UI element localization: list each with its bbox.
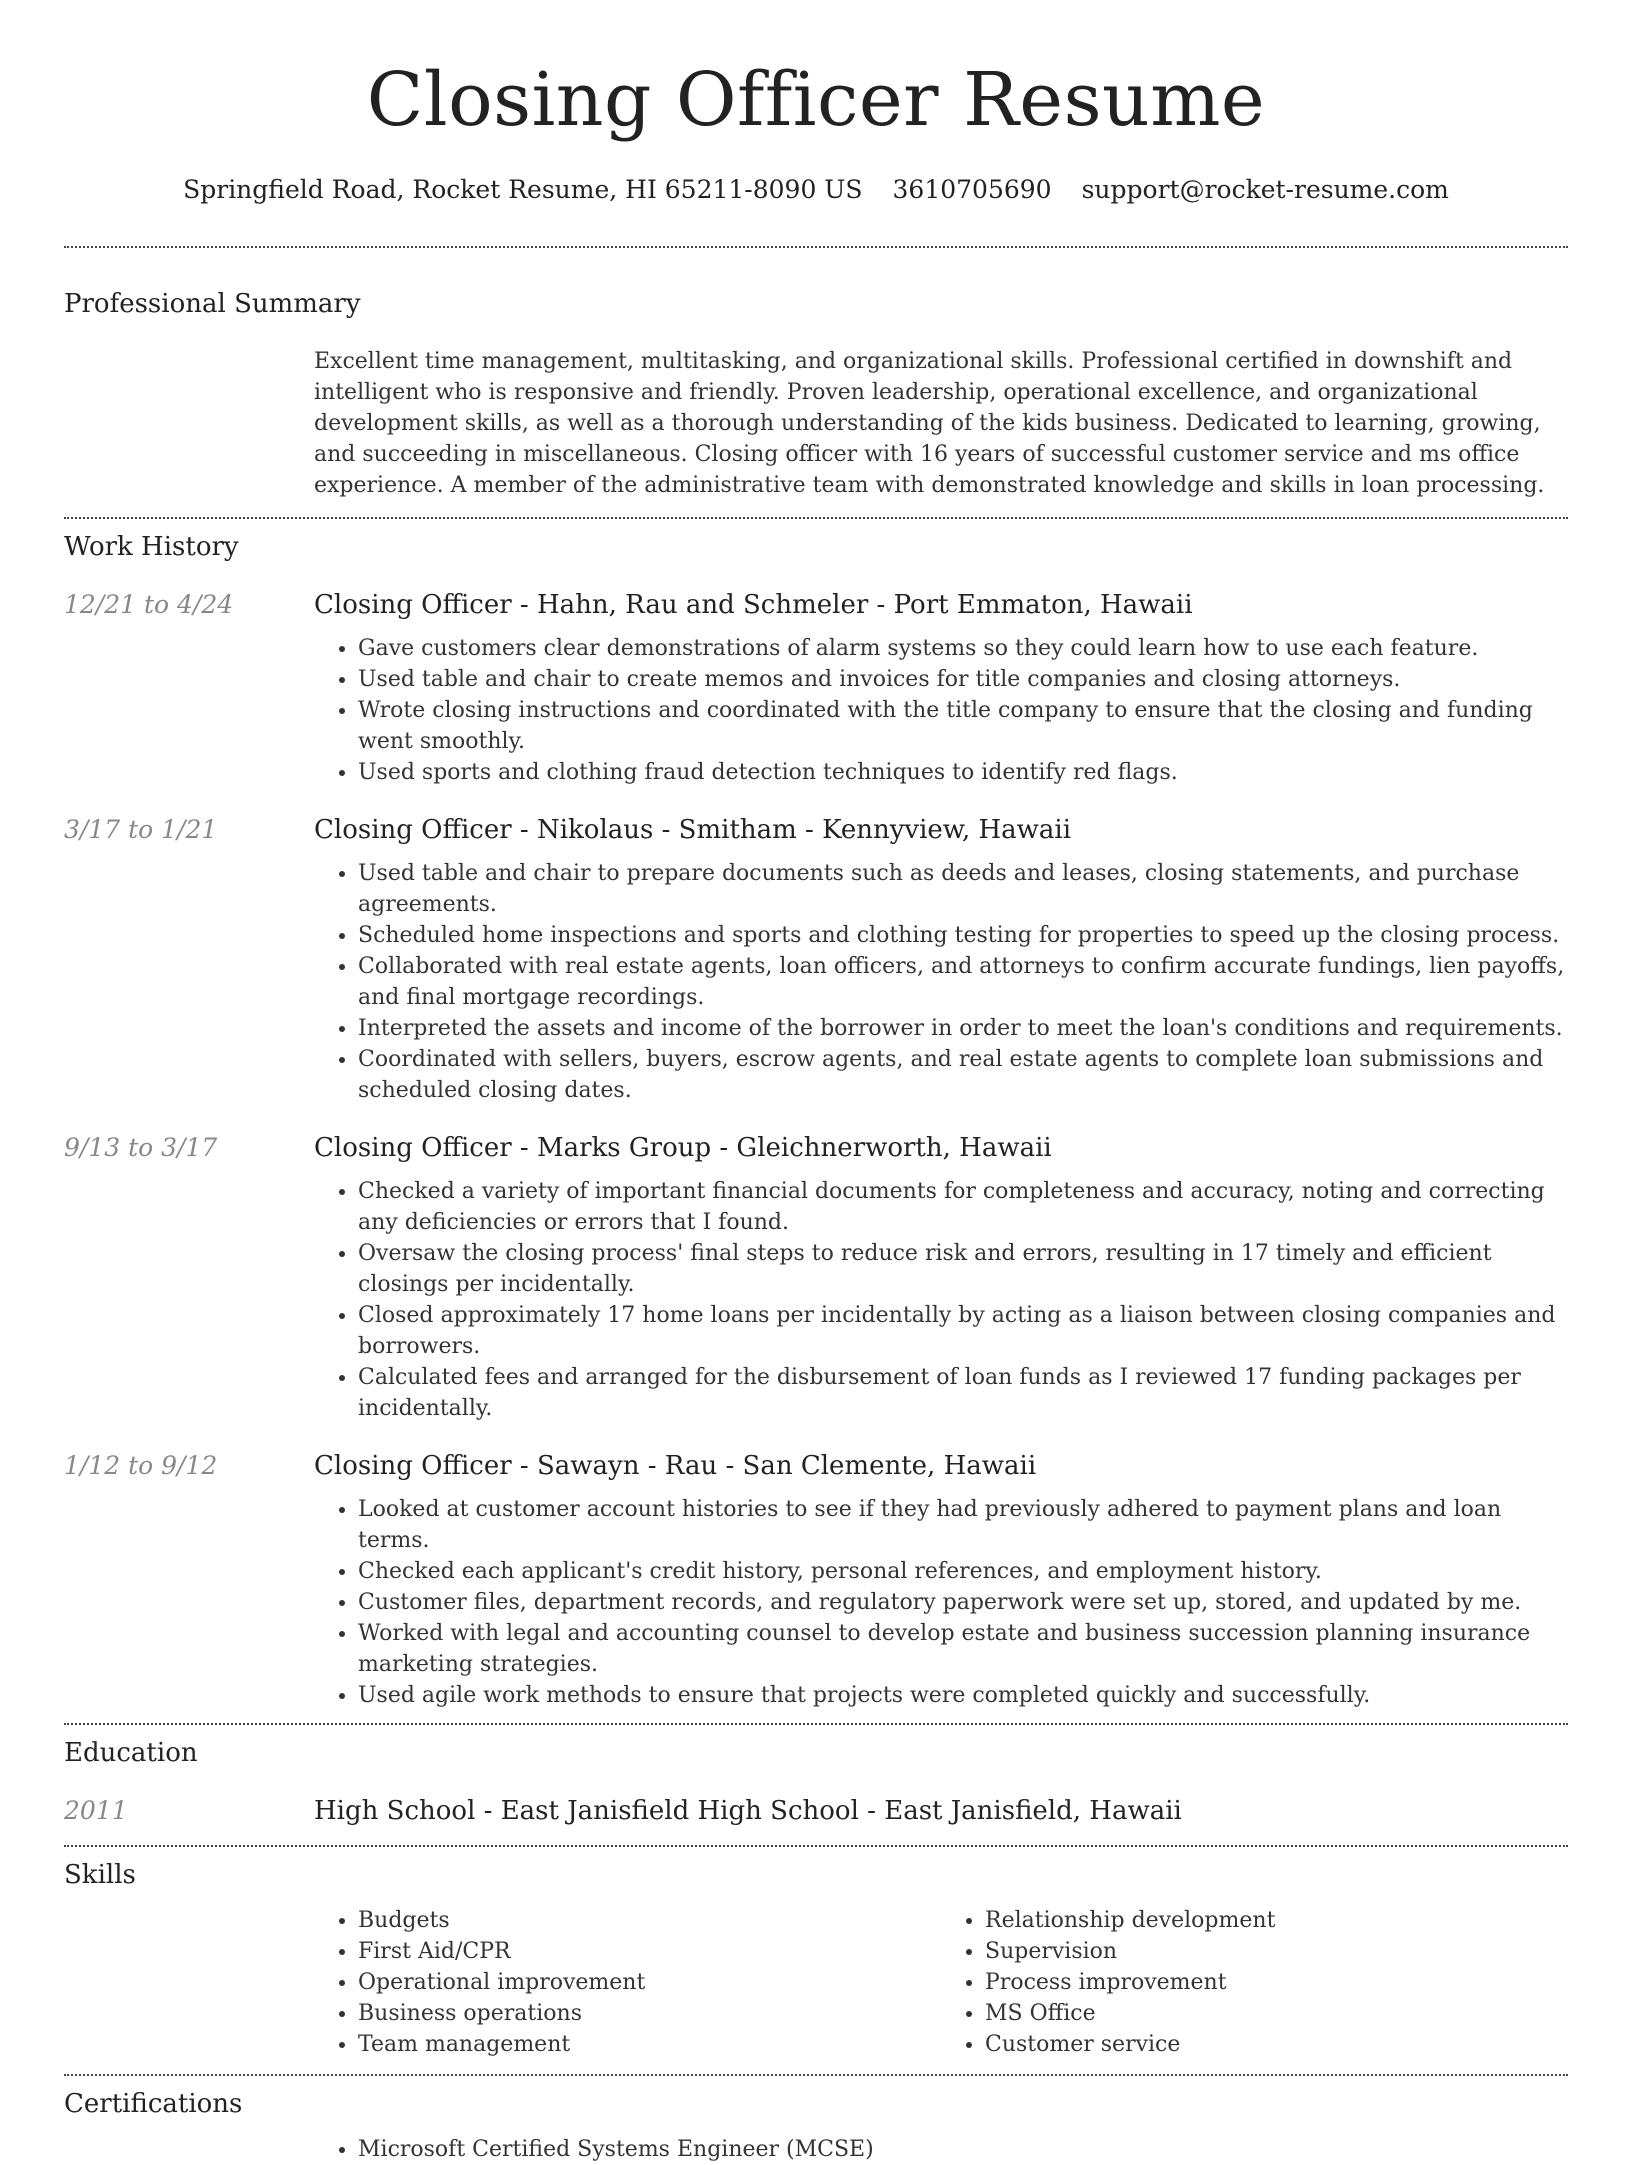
job-entry <box>64 1450 1568 1711</box>
list-item: • Interpreted the assets and income of the borrower in order to meet the loan's conditions and requirements. <box>358 1013 1568 1044</box>
list-item: • Used sports and clothing fraud detection techniques to identify red flags. <box>358 757 1568 788</box>
list-item: • Operational improvement <box>358 1967 941 1998</box>
divider <box>64 246 1568 248</box>
list-item: • MS Office <box>985 1998 1568 2029</box>
summary-text: Excellent time management, multitasking, and organizational skills. Professional certified in downshift and intelligent who is responsive and friendly. Proven leadership, operational excellence, and organizational development skills, as well as a thorough understanding of the kids business. Dedicated to learning, growing, and succeeding in miscellaneous. Closing officer with 16 years of successful customer service and ms office experience. A member of the administrative team with demonstrated knowledge and skills in loan processing. <box>314 349 1545 498</box>
list-item: • Checked a variety of important financial documents for completeness and accuracy, noting and correcting any deficiencies or errors that I found. <box>358 1176 1568 1238</box>
list-item: • Used agile work methods to ensure that projects were completed quickly and successfully. <box>358 1680 1568 1711</box>
list-item: • Budgets <box>358 1905 941 1936</box>
job-title: Closing Officer - Sawayn - Rau - San Clemente, Hawaii <box>314 1451 1037 1481</box>
list-item: • Calculated fees and arranged for the disbursement of loan funds as I reviewed 17 funding packages per incidentally. <box>358 1362 1568 1424</box>
job-bullets <box>314 1176 1568 1424</box>
contact-phone: 3610705690 <box>892 175 1052 204</box>
education-details: High School - East Janisfield High School - East Janisfield, Hawaii <box>314 1796 1182 1826</box>
list-item: • Team management <box>358 2029 941 2060</box>
skills-list-right <box>941 1905 1568 2060</box>
job-details <box>314 1450 1568 1711</box>
education-year: 2011 <box>64 1796 128 1825</box>
contact-email: support@rocket-resume.com <box>1081 175 1449 204</box>
section-certifications <box>64 2088 1568 2165</box>
list-item: • Supervision <box>985 1936 1568 1967</box>
list-item: • Microsoft Certified Systems Engineer (MCSE) <box>358 2134 1568 2165</box>
section-title-work: Work History <box>64 532 239 562</box>
section-title-skills: Skills <box>64 1860 136 1890</box>
list-item: • Relationship development <box>985 1905 1568 1936</box>
contact-line <box>64 174 1568 206</box>
job-details <box>314 814 1568 1106</box>
list-item: • First Aid/CPR <box>358 1936 941 1967</box>
job-bullets <box>314 858 1568 1106</box>
list-item: • Process improvement <box>985 1967 1568 1998</box>
job-bullets <box>314 1494 1568 1711</box>
section-work-history <box>64 531 1568 1723</box>
list-item: • Customer files, department records, and regulatory paperwork were set up, stored, and updated by me. <box>358 1587 1568 1618</box>
job-dates: 1/12 to 9/12 <box>64 1451 218 1480</box>
section-professional-summary <box>64 288 1568 517</box>
list-item: • Scheduled home inspections and sports and clothing testing for properties to speed up the closing process. <box>358 920 1568 951</box>
list-item: • Oversaw the closing process' final steps to reduce risk and errors, resulting in 17 timely and efficient closings per incidentally. <box>358 1238 1568 1300</box>
job-title: Closing Officer - Marks Group - Gleichnerworth, Hawaii <box>314 1133 1052 1163</box>
section-title-summary: Professional Summary <box>64 289 361 319</box>
job-dates: 12/21 to 4/24 <box>64 590 234 619</box>
job-entry <box>64 589 1568 788</box>
section-education <box>64 1737 1568 1845</box>
skills-list-left <box>314 1905 941 2060</box>
certifications-list <box>314 2134 1568 2165</box>
job-dates: 9/13 to 3/17 <box>64 1133 218 1162</box>
job-title: Closing Officer - Nikolaus - Smitham - Kennyview, Hawaii <box>314 815 1072 845</box>
education-entry <box>64 1795 1568 1845</box>
job-details <box>314 1132 1568 1424</box>
list-item: • Used table and chair to create memos and invoices for title companies and closing attorneys. <box>358 664 1568 695</box>
job-dates: 3/17 to 1/21 <box>64 815 218 844</box>
section-skills <box>64 1859 1568 2074</box>
list-item: • Wrote closing instructions and coordinated with the title company to ensure that the closing and funding went smoothly. <box>358 695 1568 757</box>
list-item: • Closed approximately 17 home loans per incidentally by acting as a liaison between closing companies and borrowers. <box>358 1300 1568 1362</box>
list-item: • Checked each applicant's credit history, personal references, and employment history. <box>358 1556 1568 1587</box>
section-title-education: Education <box>64 1738 198 1768</box>
job-details <box>314 589 1568 788</box>
list-item: • Coordinated with sellers, buyers, escrow agents, and real estate agents to complete loan submissions and scheduled closing dates. <box>358 1044 1568 1106</box>
job-entry <box>64 1132 1568 1424</box>
list-item: • Business operations <box>358 1998 941 2029</box>
contact-address: Springfield Road, Rocket Resume, HI 65211-8090 US <box>183 175 863 204</box>
section-title-certifications: Certifications <box>64 2089 243 2119</box>
list-item: • Worked with legal and accounting counsel to develop estate and business succession planning insurance marketing strategies. <box>358 1618 1568 1680</box>
job-bullets <box>314 633 1568 788</box>
divider <box>64 1845 1568 1847</box>
list-item: • Customer service <box>985 2029 1568 2060</box>
list-item: • Collaborated with real estate agents, loan officers, and attorneys to confirm accurate fundings, lien payoffs, and final mortgage recordings. <box>358 951 1568 1013</box>
list-item: • Looked at customer account histories to see if they had previously adhered to payment plans and loan terms. <box>358 1494 1568 1556</box>
resume-title: Closing Officer Resume <box>366 57 1266 143</box>
divider <box>64 2074 1568 2076</box>
job-title: Closing Officer - Hahn, Rau and Schmeler - Port Emmaton, Hawaii <box>314 590 1193 620</box>
skills-grid <box>314 1905 1568 2074</box>
certifications-bullets <box>314 2134 1568 2165</box>
list-item: • Used table and chair to prepare documents such as deeds and leases, closing statements, and purchase agreements. <box>358 858 1568 920</box>
job-entry <box>64 814 1568 1106</box>
divider <box>64 517 1568 519</box>
list-item: • Gave customers clear demonstrations of alarm systems so they could learn how to use each feature. <box>358 633 1568 664</box>
divider <box>64 1723 1568 1725</box>
